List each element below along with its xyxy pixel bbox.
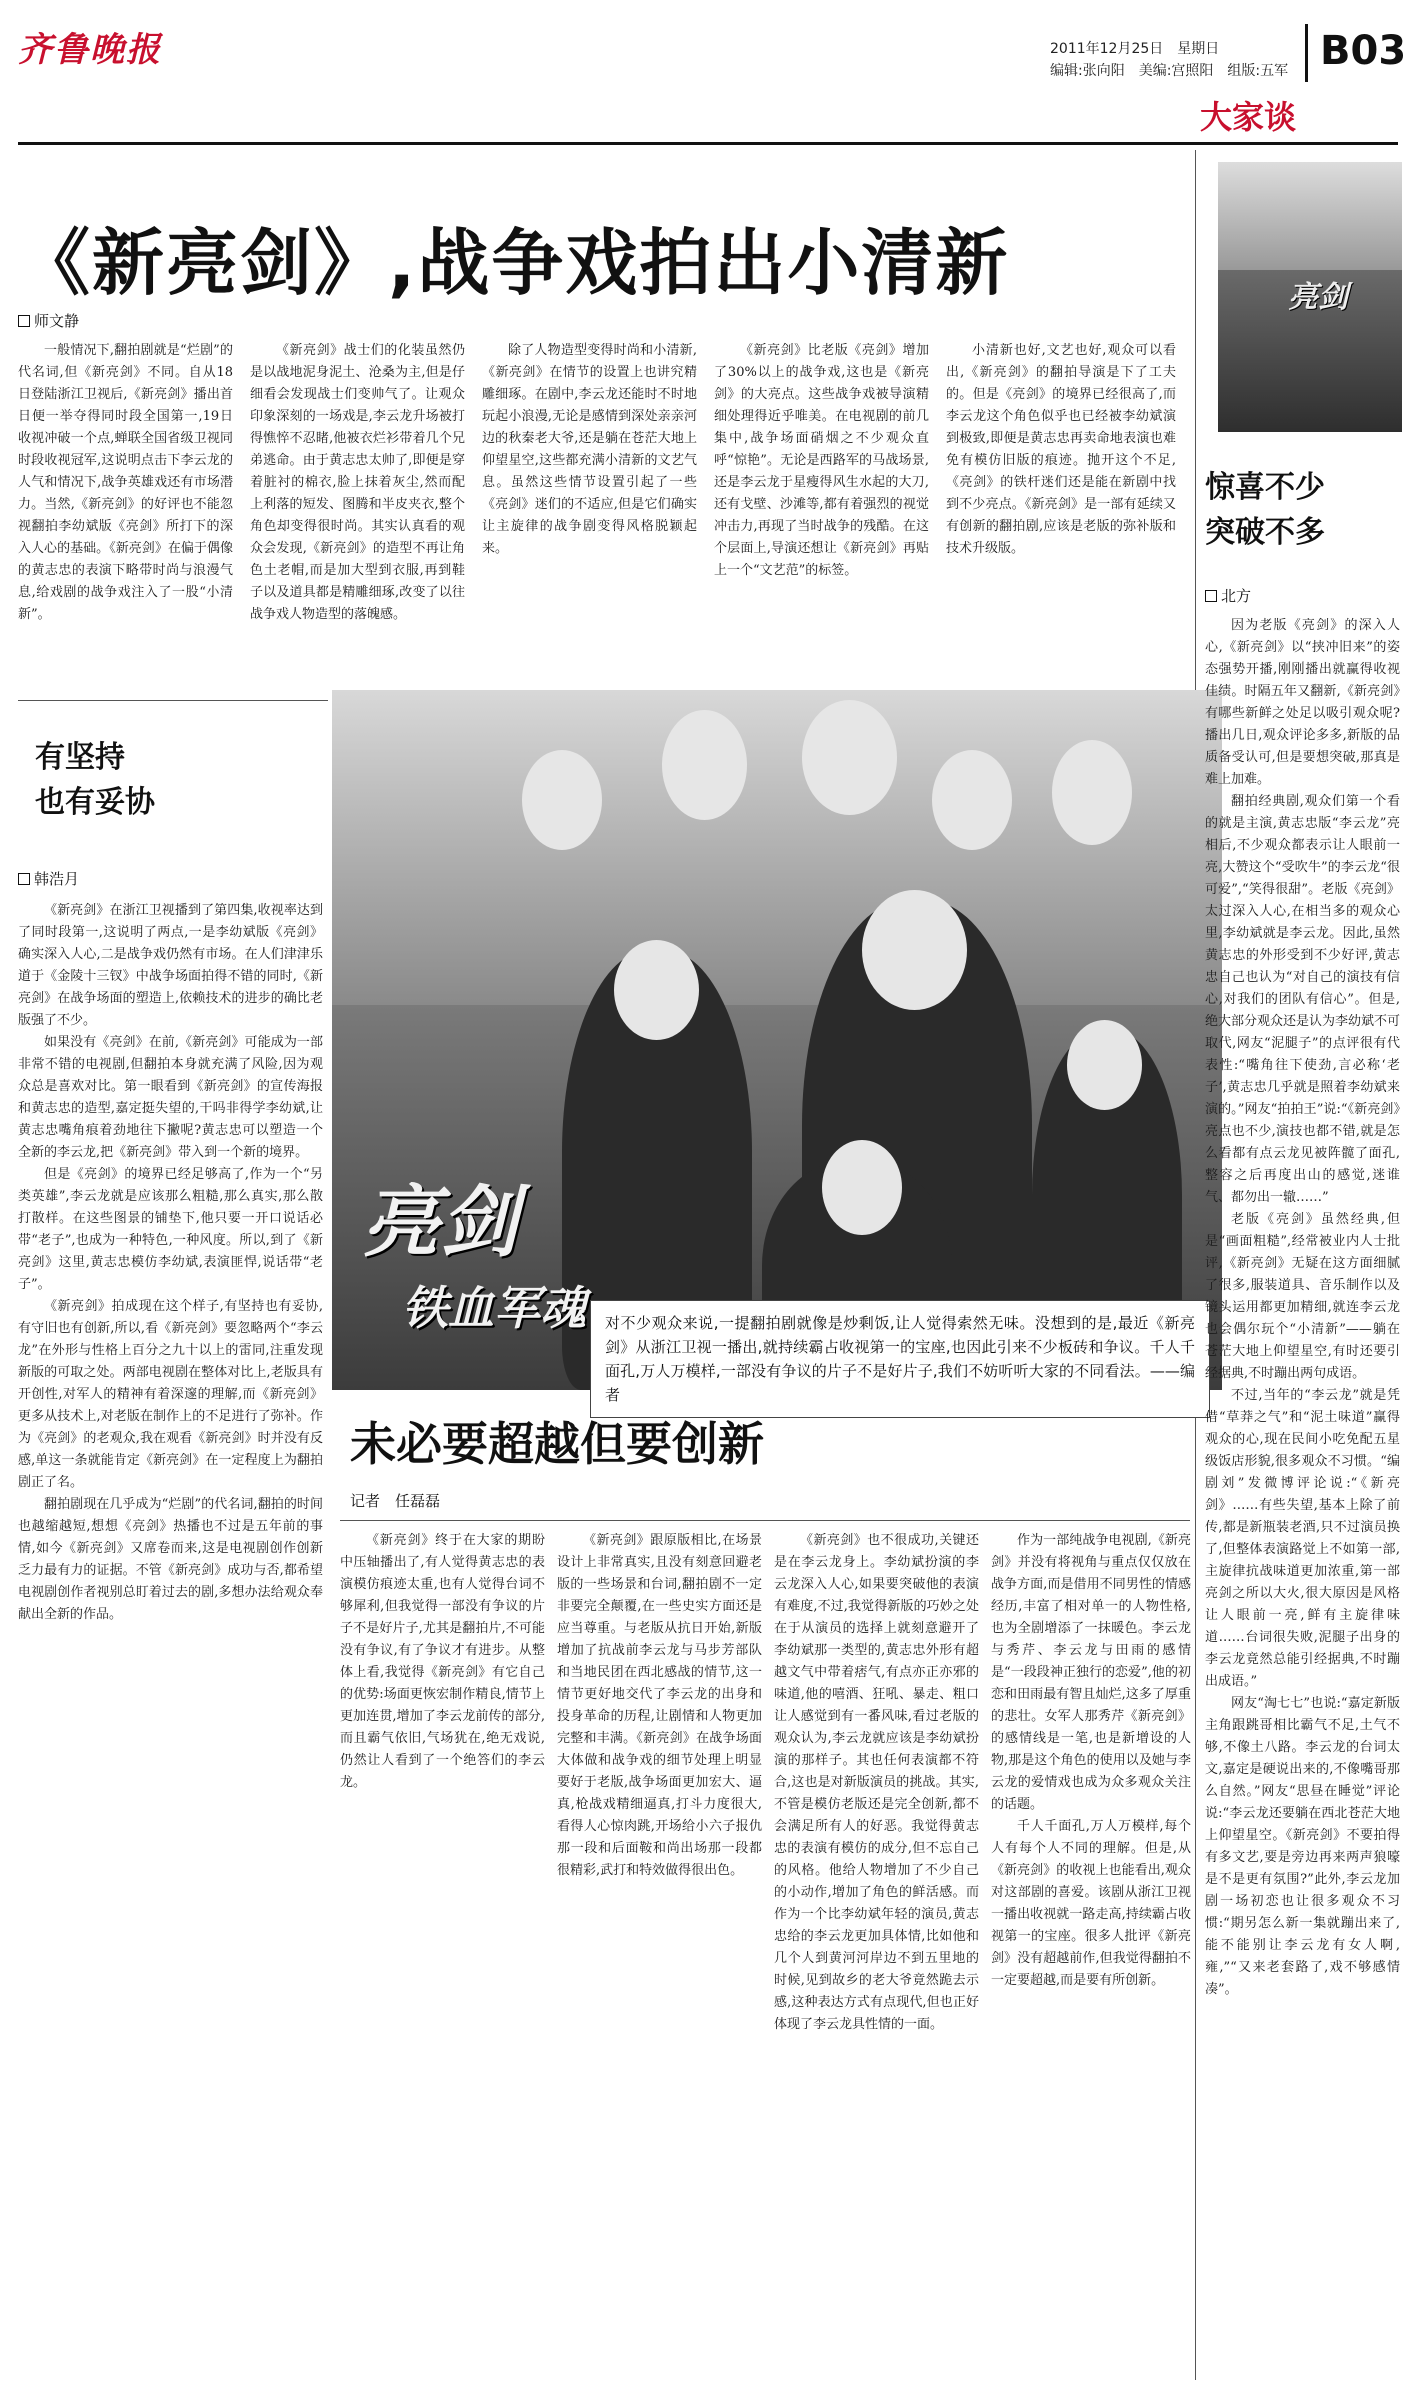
page-number-divider bbox=[1305, 24, 1308, 82]
newspaper-logo: 齐鲁晚报 bbox=[18, 30, 162, 70]
right-article-title: 惊喜不少 突破不多 bbox=[1205, 470, 1325, 550]
drama-thumbnail bbox=[1218, 162, 1402, 432]
actress-face bbox=[1052, 740, 1132, 845]
left-paragraph: 如果没有《亮剑》在前,《新亮剑》可能成为一部非常不错的电视剧,但翻拍本身就充满了风险,因为观众总是喜欢对比。第一眼看到《新亮剑》的宣传海报和黄志忠的造型,嘉定挺失望的,干吗非得学李幼斌,让黄志忠嘴角痕着劲地往下撇呢?黄志忠可以塑造一个全新的李云龙,把《新亮剑》带入到一个新的境界。 bbox=[18, 1035, 323, 1160]
right-paragraph: 因为老版《亮剑》的深入人心,《新亮剑》以“挟冲旧来”的姿态强势开播,刚刚播出就赢得收视佳绩。时隔五年又翻新,《新亮剑》有哪些新鲜之处足以吸引观众呢?播出几日,观众评论多多,新版的品质备受认可,但是要想突破,那真是难上加难。 bbox=[1205, 618, 1400, 787]
photo-sky bbox=[332, 690, 1222, 1005]
soldier-face bbox=[822, 1140, 902, 1235]
main-paragraph: 《新亮剑》战士们的化装虽然仍是以战地泥身泥土、沧桑为主,但是仔细看会发现战士们变帅气了。让观众印象深刻的一场戏是,李云龙升场被打得憔悴不忍睹,他被衣烂衫带着几个兄弟逃命。由于黄志忠太帅了,即便是穿着脏衬的棉衣,脸上抹着灰尘,然而配上利落的短发、图腾和半皮夹衣,整个角色却变得很时尚。其实认真看的观众会发现,《新亮剑》的造型不再让角色土老帽,而是加大型到衣服,再到鞋子以及道具都是精雕细琢,改变了以往战争戏人物造型的落魄感。 bbox=[250, 343, 465, 622]
left-byline: 韩浩月 bbox=[18, 868, 79, 889]
main-article-col-3 bbox=[482, 340, 697, 690]
drama-poster-photo bbox=[332, 690, 1222, 1390]
left-paragraph: 《新亮剑》在浙江卫视播到了第四集,收视率达到了同时段第一,这说明了两点,一是李幼斌版《亮剑》确实深入人心,二是战争戏仍然有市场。在人们津津乐道于《金陵十三钗》中战争场面拍得不错的同时,《新亮剑》在战争场面的塑造上,依赖技术的进步的确比老版强了不少。 bbox=[18, 903, 323, 1028]
main-headline: 《新亮剑》,战争戏拍出小清新 bbox=[18, 221, 1010, 305]
issue-meta bbox=[1050, 38, 1288, 82]
main-article-col-5 bbox=[946, 340, 1176, 690]
photo-caption: 对不少观众来说,一提翻拍剧就像是炒剩饭,让人觉得索然无味。没想到的是,最近《新亮剑》从浙江卫视一播出,就持续霸占收视第一的宝座,也因此引来不少板砖和争议。千人千面孔,万人万模样,一部没有争议的片子不是好片子,我们不妨听听大家的不同看法。——编者 bbox=[590, 1300, 1210, 1418]
right-article-body bbox=[1205, 615, 1400, 2375]
divider bbox=[340, 1520, 1190, 1521]
bottom-paragraph: 作为一部纯战争电视剧,《新亮剑》并没有将视角与重点仅仅放在战争方面,而是借用不同男性的情感经历,丰富了相对单一的人物性格,也为全剧增添了一抹暖色。李云龙与秀芹、李云龙与田雨的感情是“一段段神正独行的恋爱”,他的初恋和田雨最有智且灿烂,这多了厚重的悲壮。女军人那秀芹《新亮剑》的感情线是一笔,也是新增设的人物,那是这个角色的使用以及她与李云龙的爱情戏也成为众多观众关注的话题。 bbox=[991, 1533, 1191, 1812]
bottom-byline: 记者 任磊磊 bbox=[350, 1492, 441, 1510]
main-paragraph: 《新亮剑》比老版《亮剑》增加了30%以上的战争戏,这也是《新亮剑》的大亮点。这些战争戏被导演精细处理得近乎唯美。在电视剧的前几集中,战争场面硝烟之不少观众直呼“惊艳”。无论是西路军的马战场景,还是李云龙于星瘦得风生水起的大刀,还有戈壁、沙滩等,都有着强烈的视觉冲击力,再现了当时战争的残酷。在这个层面上,导演还想让《新亮剑》再贴上一个“文艺范”的标签。 bbox=[714, 343, 929, 578]
main-paragraph: 小清新也好,文艺也好,观众可以看出,《新亮剑》的翻拍导演是下了工夫的。但是《亮剑》的境界已经很高了,而李云龙这个角色似乎也已经被李幼斌演到极致,即便是黄志忠再卖命地表演也难免有模仿旧版的痕迹。抛开这个不足,《亮剑》的铁杆迷们还是能在新剧中找到不少亮点。《新亮剑》是一部有延续又有创新的翻拍剧,应该是老版的弥补版和技术升级版。 bbox=[946, 343, 1176, 556]
bottom-article-col-2 bbox=[557, 1530, 762, 2375]
lead-actor-face bbox=[862, 890, 967, 1010]
left-paragraph: 《新亮剑》拍成现在这个样子,有坚持也有妥协,有守旧也有创新,所以,看《新亮剑》要忽略两个“李云龙”在外形与性格上百分之九十以上的雷同,注重发现新版的可取之处。两部电视剧在整体对比上,老版具有开创性,对军人的精神有着深邃的理解,而《新亮剑》更多从技术上,对老版在制作上的不足进行了弥补。作为《亮剑》的老观众,我在观看《新亮剑》时并没有反感,单这一条就能肯定《新亮剑》在一定程度上为翻拍剧正了名。 bbox=[18, 1299, 323, 1490]
main-article-col-4 bbox=[714, 340, 929, 690]
actress-face bbox=[662, 710, 747, 820]
right-paragraph: 网友“淘七七”也说:“嘉定新版主角跟跳哥相比霸气不足,土气不够,不像土八路。李云龙的台词太文,嘉定是硬说出来的,不像嘴哥那么自然。”网友“思昼在睡觉”评论说:“李云龙还要躺在西北苍茫大地上仰望星空。《新亮剑》不要拍得有多文艺,要是旁边再来两声狼嚎是不是更有氛围?”此外,李云龙加剧一场初恋也让很多观众不习惯:“期另怎么新一集就蹦出来了,能不能别让李云龙有女人啊,雍,”“又来老套路了,戏不够感情凑”。 bbox=[1205, 1696, 1400, 1997]
bottom-article-col-3 bbox=[774, 1530, 979, 2375]
bottom-paragraph: 《新亮剑》跟原版相比,在场景设计上非常真实,且没有刻意回避老版的一些场景和台词,翻拍剧不一定非要完全颠覆,在一些史实方面还是应当尊重。与老版从抗日开始,新版增加了抗战前李云龙与马步芳部队和当地民团在西北感战的情节,这一情节更好地交代了李云龙的出身和投身革命的历程,让剧情和人物更加完整和丰满。《新亮剑》在战争场面大体做和战争戏的细节处理上明显要好于老版,战争场面更加宏大、逼真,枪战戏精细逼真,打斗力度很大,看得人心惊肉跳,开场给小六子报仇那一段和后面鞍和尚出场那一段都很精彩,武打和特效做得很出色。 bbox=[557, 1533, 762, 1878]
bottom-article-col-1 bbox=[340, 1530, 545, 2375]
divider bbox=[18, 700, 328, 701]
main-article-col-1 bbox=[18, 340, 233, 690]
bottom-article-col-4 bbox=[991, 1530, 1191, 2375]
right-byline: 北方 bbox=[1205, 585, 1251, 606]
main-paragraph: 除了人物造型变得时尚和小清新,《新亮剑》在情节的设置上也讲究精雕细琢。在剧中,李云龙还能时不时地玩起小浪漫,无论是感情到深处亲亲河边的秋秦老大爷,还是躺在苍茫大地上仰望星空,这些都充满小清新的文艺气息。虽然这些情节设置引起了一些《亮剑》迷们的不适应,但是它们确实让主旋律的战争剧变得风格脱颖起来。 bbox=[482, 343, 697, 556]
actress-face bbox=[802, 700, 897, 815]
bottom-article-title: 未必要超越但要创新 bbox=[350, 1417, 764, 1471]
right-paragraph: 翻拍经典剧,观众们第一个看的就是主演,黄志忠版“李云龙”亮相后,不少观众都表示让人眼前一亮,大赞这个“受吹牛”的李云龙“很可爱”,“笑得很甜”。老版《亮剑》太过深入人心,在相当多的观众心里,李幼斌就是李云龙。因此,虽然黄志忠的外形受到不少好评,黄志忠自己也认为“对自己的演技有信心,对我们的团队有信心”。但是,绝大部分观众还是认为李幼斌不可取代,网友“泥腿子”的点评很有代表性:“嘴角往下使劲,言必称‘老子’,黄志忠几乎就是照着李幼斌来演的。”网友“拍拍王”说:“《新亮剑》亮点也不少,演技也都不错,就是怎么看都有点云龙见被阵髋了面孔,整容之后再度出山的感觉,迷谁气、都勿出一辙……” bbox=[1205, 794, 1400, 1205]
right-paragraph: 老版《亮剑》虽然经典,但是“画面粗糙”,经常被业内人士批评,《新亮剑》无疑在这方面细腻了很多,服装道具、音乐制作以及镜头运用都更加精细,就连李云龙也会偶尔玩个“小清新”——躺在苍茫大地上仰望星空,有时还要引经据典,不时蹦出两句成语。 bbox=[1205, 1212, 1400, 1381]
main-article-col-2 bbox=[250, 340, 465, 690]
editors-line: 编辑:张向阳 美编:宫照阳 组版:五军 bbox=[1050, 63, 1289, 79]
masthead bbox=[0, 0, 1417, 150]
main-paragraph: 一般情况下,翻拍剧就是“烂剧”的代名词,但《新亮剑》不同。自从18日登陆浙江卫视后,《新亮剑》播出首日便一举夺得同时段全国第一,19日收视冲破一个点,蝉联全国省级卫视同时段收视冠军,这说明点击下李云龙的人气和情况下,战争英雄戏还有市场潜力。当然,《新亮剑》的好评也不能忽视翻拍李幼斌版《亮剑》所打下的深入人心的基础。《新亮剑》在偏于偶像的黄志忠的表演下略带时尚与浪漫气息,给戏剧的战争戏注入了一股“小清新”。 bbox=[18, 343, 233, 622]
page-number: B03 bbox=[1320, 28, 1407, 74]
section-name: 大家谈 bbox=[1200, 98, 1297, 136]
thumbnail-sky bbox=[1218, 162, 1402, 270]
masthead-rule bbox=[18, 142, 1398, 145]
byline-box-icon bbox=[18, 315, 30, 327]
actress-face bbox=[522, 750, 602, 850]
bottom-paragraph: 《新亮剑》终于在大家的期盼中压轴播出了,有人觉得黄志忠的表演模仿痕迹太重,也有人觉得台词不够犀利,但我觉得一部没有争议的片子不是好片子,尤其是翻拍片,不可能没有争议,有了争议才有进步。从整体上看,我觉得《新亮剑》有它自己的优势:场面更恢宏制作精良,情节上更加连贯,增加了李云龙前传的部分,而且霸气依旧,气场犹在,绝无戏说,仍然让人看到了一个绝答们的李云龙。 bbox=[340, 1533, 545, 1790]
soldier-face bbox=[614, 940, 699, 1040]
actress-face bbox=[932, 750, 1012, 850]
left-paragraph: 但是《亮剑》的境界已经足够高了,作为一个“另类英雄”,李云龙就是应该那么粗糙,那么真实,那么散打散样。在这些图景的铺垫下,他只要一开口说话必带“老子”,也成为一种特色,一种风度。所以,到了《新亮剑》这里,黄志忠模仿李幼斌,表演匪悍,说话带“老子”。 bbox=[18, 1167, 323, 1292]
byline-box-icon bbox=[18, 873, 30, 885]
left-article-title: 有坚持 也有妥协 bbox=[35, 740, 155, 820]
bottom-paragraph: 千人千面孔,万人万模样,每个人有每个人不同的理解。但是,从《新亮剑》的收视上也能看出,观众对这部剧的喜爱。该剧从浙江卫视一播出收视就一路走高,持续霸占收视第一的宝座。很多人批评《新亮剑》没有超越前作,但我觉得翻拍不一定要超越,而是要有所创新。 bbox=[991, 1819, 1191, 1988]
left-paragraph: 翻拍剧现在几乎成为“烂剧”的代名词,翻拍的时间也越缩越短,想想《亮剑》热播也不过是五年前的事情,如今《新亮剑》又席卷而来,这是电视剧创作创新乏力最有力的证据。不管《新亮剑》成功与否,都希望电视剧创作者视别总盯着过去的剧,多想办法给观众奉献出全新的作品。 bbox=[18, 1497, 323, 1622]
soldier-face bbox=[1067, 1020, 1142, 1110]
byline-box-icon bbox=[1205, 590, 1217, 602]
issue-date: 2011年12月25日 星期日 bbox=[1050, 41, 1220, 57]
main-byline: 师文静 bbox=[18, 310, 79, 331]
left-article-body bbox=[18, 900, 323, 2370]
right-paragraph: 不过,当年的“李云龙”就是凭借“草莽之气”和“泥土味道”赢得观众的心,现在民间小吃免配五星级饭店形貌,很多观众不习惯。“编剧刘”发微博评论说:“《新亮剑》……有些失望,基本上除了前传,都是新瓶装老酒,只不过演员换了,但整体表演路觉上不如第一部,主旋律抗战味道更加浓重,第一部亮剑之所以大火,很大原因是风格让人眼前一亮,鲜有主旋律味道……台词很失败,泥腿子出身的李云龙竟然总能引经据典,不时蹦出成语。” bbox=[1205, 1388, 1400, 1689]
drama-title-calligraphy: 亮剑 铁血军魂 bbox=[362, 1177, 586, 1335]
bottom-paragraph: 《新亮剑》也不很成功,关键还是在李云龙身上。李幼斌扮演的李云龙深入人心,如果要突破他的表演有难度,不过,我觉得新版的巧妙之处在于从演员的选择上就刻意避开了李幼斌那一类型的,黄志忠外形有超越文气中带着痞气,有点亦正亦邪的味道,他的嘻酒、狂吼、暴走、粗口让人感觉到有一番风味,看过老版的观众认为,李云龙就应该是李幼斌扮演的那样子。其也任何表演都不符合,这也是对新版演员的挑战。其实,不管是模仿老版还是完全创新,都不会满足所有人的好恶。我觉得黄志忠的表演有模仿的成分,但不忘自己的风格。他给人物增加了不少自己的小动作,增加了角色的鲜活感。而作为一个比李幼斌年轻的演员,黄志忠给的李云龙更加具体情,比如他和几个人到黄河河岸边不到五里地的时候,见到故乡的老大爷竟然跪去示感,这种表达方式有点现代,但也正好体现了李云龙具性情的一面。 bbox=[774, 1533, 979, 2032]
thumbnail-title: 亮剑 bbox=[1288, 280, 1348, 315]
